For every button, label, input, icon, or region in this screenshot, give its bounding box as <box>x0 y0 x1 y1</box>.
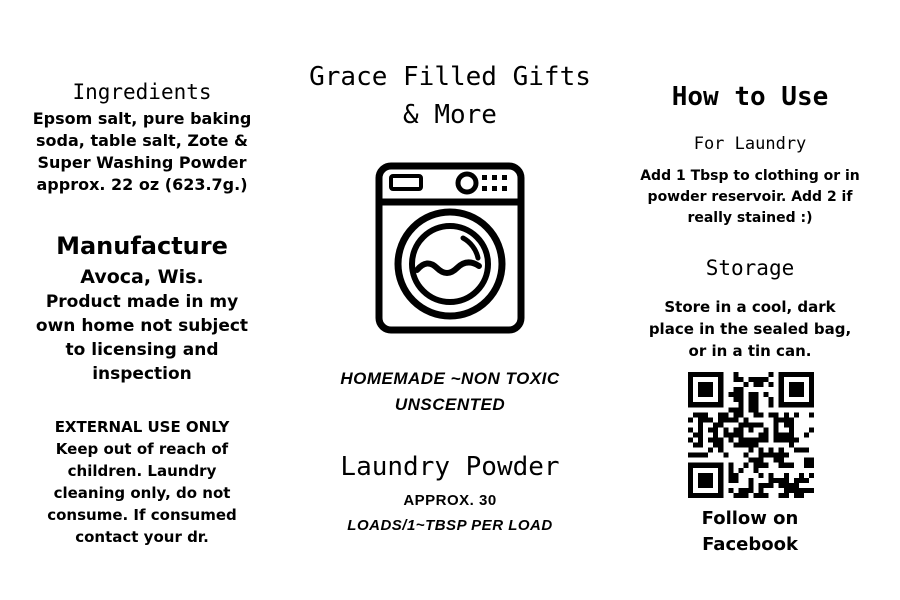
homemade-line: HOMEMADE ~NON TOXIC <box>340 369 560 388</box>
loads-info <box>280 488 620 538</box>
storage-instructions: Store in a cool, dark place in the sealed bag, or in a tin can. <box>648 298 852 360</box>
product-name: Laundry Powder <box>340 452 560 482</box>
laundry-heading: For Laundry <box>693 134 807 154</box>
manufacture-title: Manufacture <box>56 232 228 260</box>
ingredients-title: Ingredients <box>72 80 212 104</box>
storage-heading: Storage <box>705 256 795 280</box>
how-to-use-title: How to Use <box>671 82 829 112</box>
loads-line-1: APPROX. 30 <box>403 492 497 509</box>
washing-machine-icon <box>375 162 525 334</box>
unscented-line: UNSCENTED <box>394 395 506 414</box>
qr-code-icon[interactable] <box>688 372 814 498</box>
brand-name: Grace Filled Gifts & More <box>309 62 591 130</box>
product-claims <box>280 366 620 418</box>
manufacture-location: Avoca, Wis. <box>80 266 204 288</box>
manufacture-text: Product made in my own home not subject to licensing and inspection <box>35 292 249 384</box>
laundry-instructions: Add 1 Tbsp to clothing or in powder reservoir. Add 2 if really stained :) <box>640 168 860 226</box>
loads-line-2: LOADS/1~TBSP PER LOAD <box>347 517 553 534</box>
follow-facebook-text: Follow on Facebook <box>701 508 799 555</box>
warning-text: EXTERNAL USE ONLY Keep out of reach of children. Laundry cleaning only, do not consume. If consumed contact your dr. <box>47 418 237 546</box>
ingredients-text: Epsom salt, pure baking soda, table salt, Zote & Super Washing Powder approx. 22 oz (623.7g.) <box>32 109 252 194</box>
